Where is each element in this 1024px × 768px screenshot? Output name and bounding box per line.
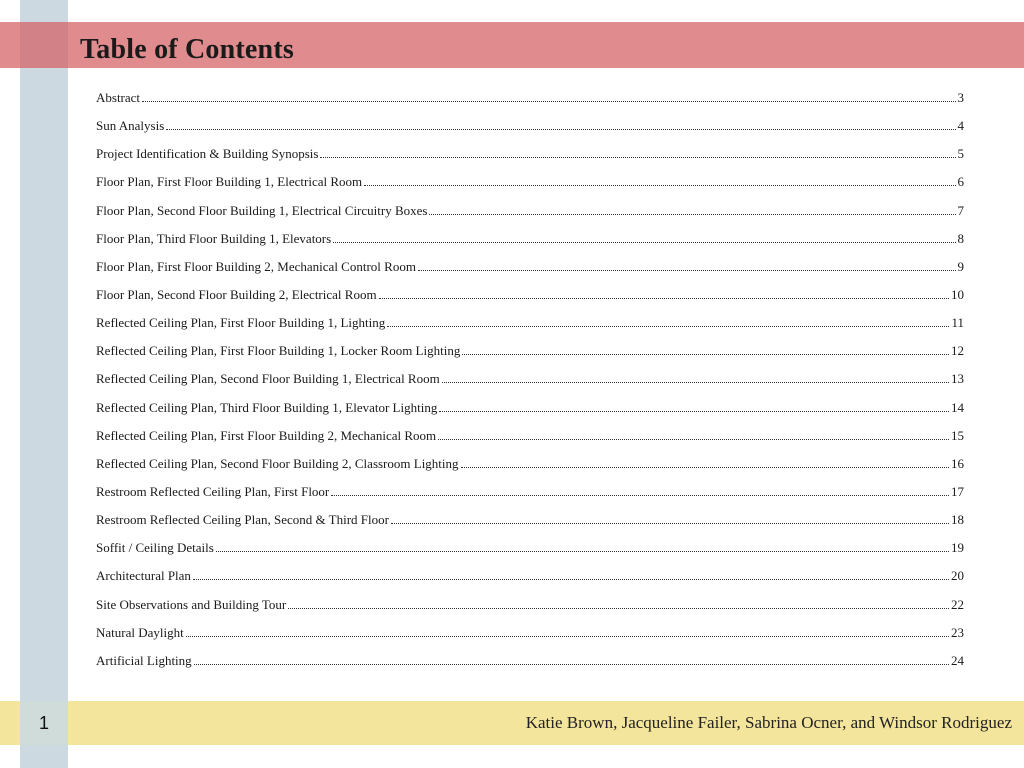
toc-entry-page: 18 — [951, 512, 964, 528]
toc-entry-label: Reflected Ceiling Plan, Second Floor Building 2, Classroom Lighting — [96, 455, 459, 471]
toc-entry-label: Abstract — [96, 90, 141, 105]
toc-entry-label: Reflected Ceiling Plan, First Floor Building 2, Mechanical Room — [96, 427, 437, 443]
toc-entry-page: 12 — [951, 343, 964, 359]
toc-leader-dots — [333, 242, 955, 243]
toc-entry-label: Natural Daylight — [96, 624, 184, 640]
left-accent-stripe — [20, 0, 68, 768]
toc-entry-label: Floor Plan, First Floor Building 2, Mechanical Control Room — [96, 258, 416, 274]
toc-entry-label: Reflected Ceiling Plan, First Floor Building 1, Locker Room Lighting — [96, 343, 461, 359]
toc-leader-dots — [391, 523, 949, 524]
toc-entry-page: 19 — [951, 540, 964, 556]
toc-entry[interactable] — [96, 456, 964, 484]
toc-entry[interactable] — [96, 428, 964, 456]
toc-entry-page: 6 — [957, 174, 964, 190]
toc-entry[interactable] — [96, 259, 964, 287]
toc-leader-dots — [364, 185, 955, 186]
toc-entry[interactable] — [96, 287, 964, 315]
toc-entry[interactable] — [96, 203, 964, 231]
toc-leader-dots — [288, 608, 949, 609]
toc-entry-page: 22 — [951, 596, 964, 612]
toc-entry-label: Soffit / Ceiling Details — [96, 540, 214, 556]
toc-entry[interactable] — [96, 174, 964, 202]
toc-entry-label: Restroom Reflected Ceiling Plan, Second & Third Floor — [96, 512, 389, 528]
toc-entry[interactable] — [96, 90, 964, 118]
toc-leader-dots — [462, 354, 949, 355]
toc-entry[interactable] — [96, 540, 964, 568]
toc-entry-label: Floor Plan, Second Floor Building 1, Electrical Circuitry Boxes — [96, 202, 428, 218]
toc-entry[interactable] — [96, 231, 964, 259]
toc-entry-page: 7 — [957, 202, 964, 218]
toc-leader-dots — [331, 495, 949, 496]
toc-entry-label: Architectural Plan — [96, 568, 191, 584]
toc-entry-label: Floor Plan, First Floor Building 1, Electrical Room — [96, 174, 363, 190]
toc-entry[interactable] — [96, 597, 964, 625]
toc-leader-dots — [193, 579, 949, 580]
toc-leader-dots — [438, 439, 949, 440]
toc-entry[interactable] — [96, 484, 964, 512]
toc-entry-page: 20 — [951, 568, 964, 584]
toc-leader-dots — [194, 664, 949, 665]
toc-entry-label: Project Identification & Building Synopsis — [96, 146, 319, 162]
title-band-stripe-overlap — [20, 22, 68, 68]
toc-entry-page: 5 — [957, 146, 964, 162]
toc-entry[interactable] — [96, 343, 964, 371]
authors-credit: Katie Brown, Jacqueline Failer, Sabrina Ocner, and Windsor Rodriguez — [525, 713, 1012, 732]
toc-entry-page: 13 — [951, 371, 964, 387]
table-of-contents — [96, 90, 964, 681]
toc-leader-dots — [142, 101, 955, 102]
toc-entry[interactable] — [96, 653, 964, 681]
toc-entry-page: 16 — [951, 455, 964, 471]
toc-leader-dots — [166, 129, 955, 130]
toc-leader-dots — [387, 326, 949, 327]
toc-leader-dots — [442, 382, 949, 383]
toc-entry-page: 9 — [957, 258, 964, 274]
toc-leader-dots — [439, 411, 949, 412]
toc-entry[interactable] — [96, 625, 964, 653]
toc-entry-page: 17 — [951, 483, 964, 499]
toc-entry-label: Floor Plan, Third Floor Building 1, Elevators — [96, 230, 332, 246]
toc-entry[interactable] — [96, 315, 964, 343]
toc-entry[interactable] — [96, 118, 964, 146]
toc-entry-page: 15 — [951, 427, 964, 443]
toc-entry-page: 24 — [951, 652, 964, 668]
toc-entry-page: 23 — [951, 624, 964, 640]
toc-entry-page: 14 — [951, 399, 964, 415]
toc-entry-label: Artificial Lighting — [96, 652, 192, 668]
toc-entry[interactable] — [96, 146, 964, 174]
toc-entry-label: Site Observations and Building Tour — [96, 596, 287, 612]
toc-leader-dots — [379, 298, 949, 299]
toc-entry[interactable] — [96, 512, 964, 540]
toc-entry[interactable] — [96, 371, 964, 399]
toc-entry-page: 4 — [957, 118, 964, 134]
toc-entry-label: Reflected Ceiling Plan, First Floor Building 1, Lighting — [96, 315, 386, 331]
toc-entry[interactable] — [96, 400, 964, 428]
toc-leader-dots — [320, 157, 955, 158]
toc-leader-dots — [186, 636, 949, 637]
page-title: Table of Contents — [80, 34, 294, 65]
toc-entry-label: Floor Plan, Second Floor Building 2, Electrical Room — [96, 286, 377, 302]
toc-entry-label: Reflected Ceiling Plan, Third Floor Building 1, Elevator Lighting — [96, 399, 438, 415]
toc-entry-page: 11 — [951, 315, 964, 331]
toc-leader-dots — [418, 270, 956, 271]
toc-entry-page: 10 — [951, 286, 964, 302]
page-number: 1 — [38, 713, 49, 733]
toc-entry-label: Reflected Ceiling Plan, Second Floor Building 1, Electrical Room — [96, 371, 440, 387]
toc-entry-label: Restroom Reflected Ceiling Plan, First Floor — [96, 483, 330, 499]
toc-leader-dots — [216, 551, 949, 552]
toc-leader-dots — [429, 214, 955, 215]
toc-leader-dots — [461, 467, 949, 468]
toc-entry-page: 8 — [957, 230, 964, 246]
toc-entry-label: Sun Analysis — [96, 118, 165, 134]
toc-entry[interactable] — [96, 568, 964, 596]
toc-entry-page: 3 — [957, 90, 964, 105]
